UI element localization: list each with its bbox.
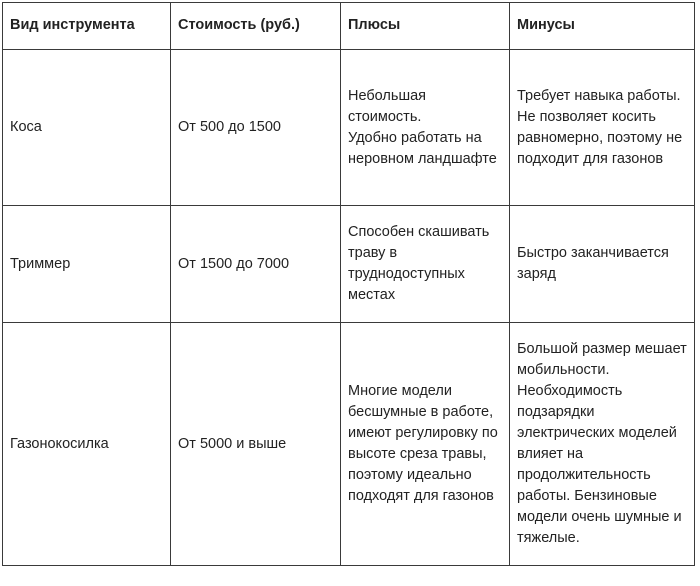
tool-cost: От 500 до 1500 xyxy=(171,50,341,206)
pros-text: Многие модели бесшумные в работе, имеют регулировку по высоте среза травы, поэтому идеально подходят для газонов xyxy=(348,383,498,504)
tool-name: Триммер xyxy=(3,206,171,323)
comparison-table xyxy=(2,2,695,566)
pros-text: Способен скашивать траву в труднодоступных местах xyxy=(348,224,490,303)
table-row xyxy=(3,323,695,566)
tool-cost: От 1500 до 7000 xyxy=(171,206,341,323)
pros-text: Небольшая стоимость. Удобно работать на неровном ландшафте xyxy=(348,87,497,167)
header-pros: Плюсы xyxy=(341,3,510,50)
tool-pros xyxy=(341,323,510,566)
tool-name: Газонокосилка xyxy=(3,323,171,566)
tool-cons xyxy=(510,206,695,323)
header-cons: Минусы xyxy=(510,3,695,50)
header-tool: Вид инструмента xyxy=(3,3,171,50)
table-row xyxy=(3,50,695,206)
tool-cons xyxy=(510,50,695,206)
header-cost: Стоимость (руб.) xyxy=(171,3,341,50)
tool-name: Коса xyxy=(3,50,171,206)
cons-text: Требует навыка работы. Не позволяет косить равномерно, поэтому не подходит для газонов xyxy=(517,87,683,167)
tool-pros xyxy=(341,50,510,206)
tool-cons xyxy=(510,323,695,566)
cons-text: Большой размер мешает мобильности. Необходимость подзарядки электрических моделей влияет на продолжительность работы. Бензиновые модели очень шумные и тяжелые. xyxy=(517,341,687,546)
tool-pros xyxy=(341,206,510,323)
header-row xyxy=(3,3,695,50)
tool-cost: От 5000 и выше xyxy=(171,323,341,566)
cons-text: Быстро заканчивается заряд xyxy=(517,245,669,282)
table-row xyxy=(3,206,695,323)
